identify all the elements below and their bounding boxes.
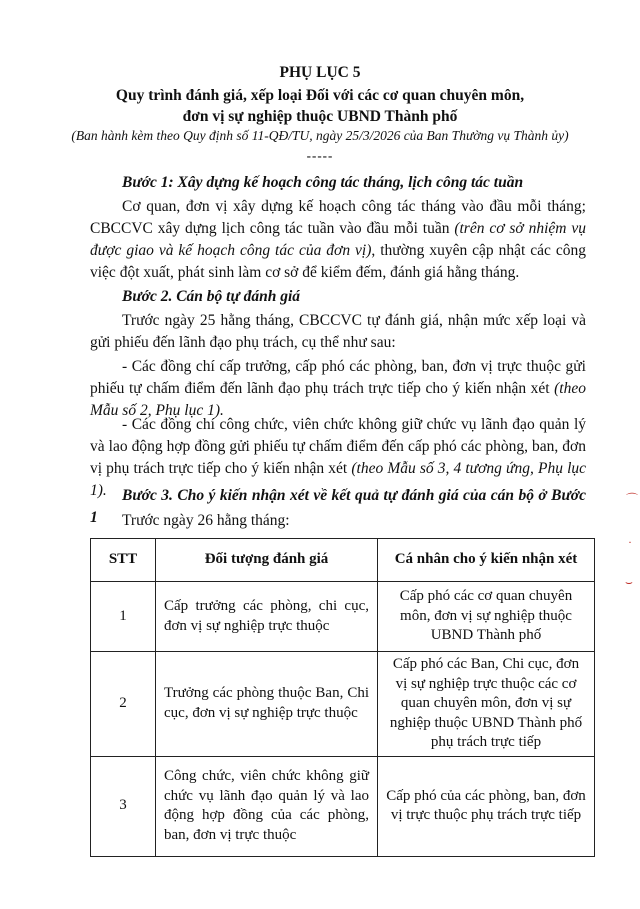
document-title-line2: đơn vị sự nghiệp thuộc UBND Thành phố <box>182 108 458 125</box>
row-reviewer: Cấp phó các Ban, Chi cục, đơn vị sự nghiệp trực thuộc các cơ quan chuyên môn, đơn vị sự nghiệp thuộc UBND Thành phố phụ trách trực tiếp <box>378 652 595 757</box>
row-subject: Công chức, viên chức không giữ chức vụ lãnh đạo quản lý và lao động hợp đồng của các phòng, ban, đơn vị trực thuộc <box>156 756 378 856</box>
row-number: 1 <box>91 582 156 652</box>
table-header-row <box>91 539 595 582</box>
step2-bullet1: - Các đồng chí cấp trưởng, cấp phó các phòng, ban, đơn vị trực thuộc gửi phiếu tự chấm điểm đến lãnh đạo phụ trách trực tiếp cho ý kiến nhận xét (theo Mẫu số 2, Phụ lục 1). <box>90 358 586 419</box>
stamp-mark-fragment: · <box>628 535 632 549</box>
step2-heading: Bước 2. Cán bộ tự đánh giá <box>122 288 301 305</box>
step1-body: Cơ quan, đơn vị xây dựng kế hoạch công tác tháng vào đầu mỗi tháng; CBCCVC xây dựng lịch công tác tuần vào đầu mỗi tuần (trên cơ sở nhiệm vụ được giao và kế hoạch công tác của đơn vị), thường xuyên cập nhật các công việc đột xuất, phát sinh làm cơ sở để kiểm đếm, đánh giá hằng tháng. <box>90 198 586 281</box>
table-row <box>91 582 595 652</box>
row-subject: Cấp trưởng các phòng, chi cục, đơn vị sự nghiệp trực thuộc <box>156 582 378 652</box>
document-title-line1: Quy trình đánh giá, xếp loại Đối với các cơ quan chuyên môn, <box>115 87 525 104</box>
table-row <box>91 756 595 856</box>
document-title <box>60 85 580 127</box>
document-subtitle: (Ban hành kèm theo Quy định số 11-QĐ/TU, ngày 25/3/2026 của Ban Thường vụ Thành ủy) <box>71 128 569 143</box>
header-reviewer: Cá nhân cho ý kiến nhận xét <box>378 539 595 582</box>
divider: ----- <box>306 148 334 163</box>
row-number: 2 <box>91 652 156 757</box>
row-reviewer: Cấp phó của các phòng, ban, đơn vị trực thuộc phụ trách trực tiếp <box>378 756 595 856</box>
evaluation-table <box>90 538 595 857</box>
step2-intro: Trước ngày 25 hằng tháng, CBCCVC tự đánh giá, nhận mức xếp loại và gửi phiếu đến lãnh đạo phụ trách, cụ thể như sau: <box>90 312 586 351</box>
table-row <box>91 652 595 757</box>
row-number: 3 <box>91 756 156 856</box>
header-stt: STT <box>91 539 156 582</box>
step1-heading: Bước 1: Xây dựng kế hoạch công tác tháng, lịch công tác tuần <box>122 174 524 191</box>
appendix-title: PHỤ LỤC 5 <box>279 64 361 81</box>
stamp-mark-fragment: ⌒ <box>626 492 639 506</box>
step2-bullet2: - Các đồng chí công chức, viên chức không giữ chức vụ lãnh đạo quản lý và lao động hợp đồng gửi phiếu tự chấm điểm đến cấp phó các phòng, ban, đơn vị phụ trách trực tiếp cho ý kiến nhận xét (theo Mẫu số 3, 4 tương ứng, Phụ lục 1). <box>90 416 586 499</box>
stamp-mark-fragment: ⌣ <box>625 575 633 589</box>
header-subject: Đối tượng đánh giá <box>156 539 378 582</box>
row-reviewer: Cấp phó các cơ quan chuyên môn, đơn vị sự nghiệp thuộc UBND Thành phố <box>378 582 595 652</box>
row-subject: Trưởng các phòng thuộc Ban, Chi cục, đơn vị sự nghiệp trực thuộc <box>156 652 378 757</box>
step3-intro: Trước ngày 26 hằng tháng: <box>122 512 290 529</box>
step3-heading: Bước 3. Cho ý kiến nhận xét về kết quả tự đánh giá của cán bộ ở Bước 1 <box>90 487 586 526</box>
